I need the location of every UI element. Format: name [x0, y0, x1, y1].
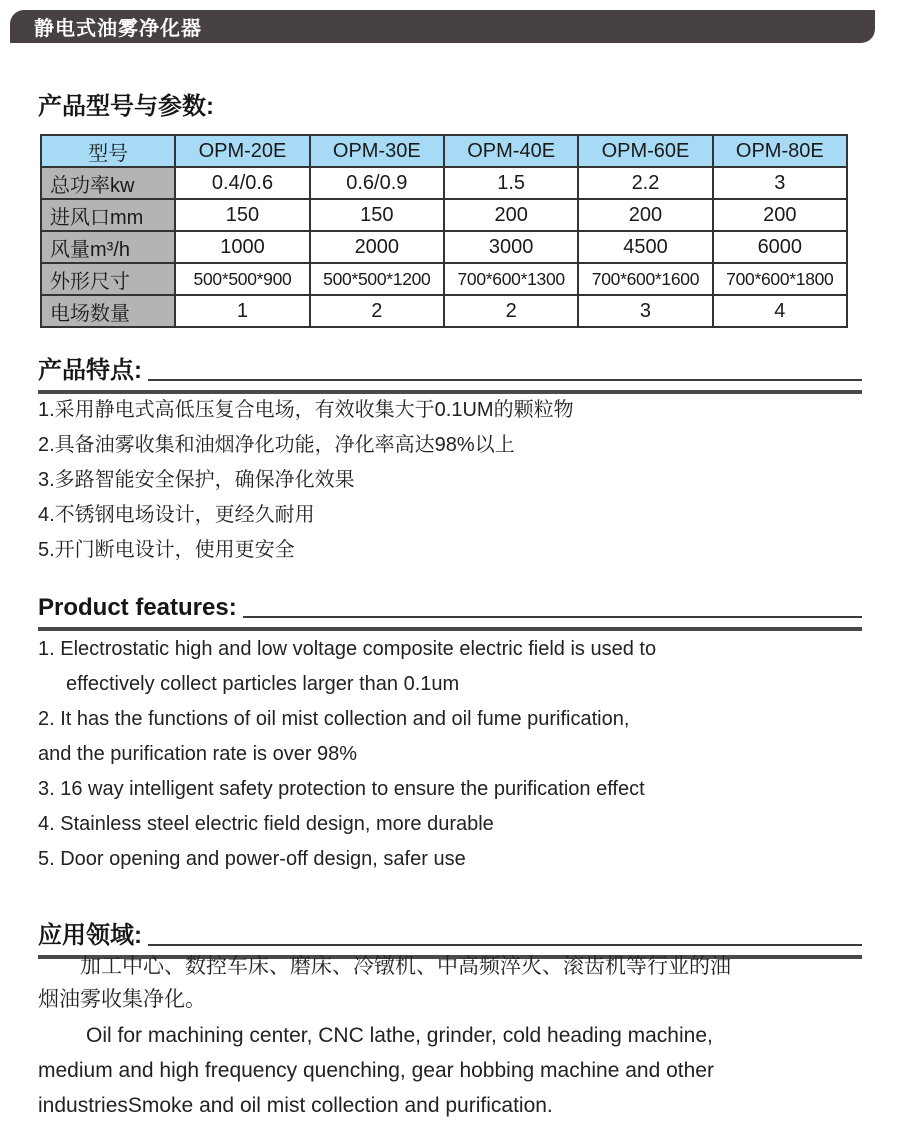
list-item: 5.开门断电设计，使用更安全 — [38, 539, 295, 561]
list-item: 2.具备油雾收集和油烟净化功能，净化率高达98%以上 — [38, 434, 515, 456]
table-cell: 200 — [578, 199, 712, 231]
features-en-list — [38, 632, 656, 877]
column-header: OPM-40E — [444, 135, 578, 167]
paragraph-line: Oil for machining center, CNC lathe, grinder, cold heading machine, — [86, 1024, 713, 1047]
paragraph-line: industriesSmoke and oil mist collection and purification. — [38, 1094, 553, 1117]
table-cell: 150 — [175, 199, 309, 231]
features-cn-heading: 产品特点: — [38, 357, 142, 384]
table-cell: 700*600*1800 — [713, 263, 847, 295]
table-cell: 4500 — [578, 231, 712, 263]
table-cell: 500*500*1200 — [310, 263, 444, 295]
features-en-heading: Product features: — [38, 594, 237, 621]
table-row — [41, 167, 847, 199]
paragraph-line: 加工中心、数控车床、磨床、冷镦机、中高频淬火、滚齿机等行业的油 — [80, 955, 731, 978]
row-label: 进风口mm — [41, 199, 175, 231]
column-header: OPM-20E — [175, 135, 309, 167]
list-item: 1. Electrostatic high and low voltage composite electric field is used to — [38, 638, 657, 660]
row-label: 总功率kw — [41, 167, 175, 199]
heading-baseline-rule — [243, 616, 862, 618]
specs-table — [40, 134, 848, 328]
table-cell: 3 — [578, 295, 712, 327]
table-cell: 1.5 — [444, 167, 578, 199]
row-label: 外形尺寸 — [41, 263, 175, 295]
table-cell: 200 — [713, 199, 847, 231]
application-heading: 应用领域: — [38, 922, 142, 949]
table-cell: 1 — [175, 295, 309, 327]
table-cell: 700*600*1300 — [444, 263, 578, 295]
paragraph-line: 烟油雾收集净化。 — [38, 988, 206, 1011]
list-item: 3. 16 way intelligent safety protection to ensure the purification effect — [38, 778, 645, 800]
list-item: 1.采用静电式高低压复合电场，有效收集大于0.1UM的颗粒物 — [38, 399, 574, 421]
table-cell: 3 — [713, 167, 847, 199]
table-row — [41, 295, 847, 327]
table-cell: 3000 — [444, 231, 578, 263]
table-cell: 2000 — [310, 231, 444, 263]
list-item: and the purification rate is over 98% — [38, 743, 358, 765]
heading-thick-rule — [38, 627, 862, 631]
column-header: 型号 — [41, 135, 175, 167]
features-cn-list — [38, 393, 574, 568]
list-item: effectively collect particles larger than 0.1um — [66, 673, 460, 695]
table-cell: 700*600*1600 — [578, 263, 712, 295]
application-text-en — [38, 1018, 714, 1123]
table-cell: 150 — [310, 199, 444, 231]
table-cell: 1000 — [175, 231, 309, 263]
table-row — [41, 199, 847, 231]
column-header: OPM-30E — [310, 135, 444, 167]
list-item: 5. Door opening and power-off design, safer use — [38, 848, 466, 870]
table-cell: 2 — [310, 295, 444, 327]
table-cell: 4 — [713, 295, 847, 327]
heading-baseline-rule — [148, 379, 862, 381]
paragraph-line: medium and high frequency quenching, gear hobbing machine and other — [38, 1059, 714, 1082]
features-en-heading-block — [38, 594, 862, 631]
table-cell: 0.4/0.6 — [175, 167, 309, 199]
features-cn-heading-block — [38, 350, 862, 394]
list-item: 4. Stainless steel electric field design, more durable — [38, 813, 494, 835]
table-cell: 200 — [444, 199, 578, 231]
table-row — [41, 263, 847, 295]
column-header: OPM-80E — [713, 135, 847, 167]
page-title-bar — [10, 10, 875, 43]
column-header: OPM-60E — [578, 135, 712, 167]
row-label: 电场数量 — [41, 295, 175, 327]
heading-baseline-rule — [148, 944, 862, 946]
row-label: 风量m³/h — [41, 231, 175, 263]
table-cell: 2.2 — [578, 167, 712, 199]
specs-section-heading: 产品型号与参数: — [38, 93, 214, 120]
table-cell: 500*500*900 — [175, 263, 309, 295]
list-item: 3.多路智能安全保护，确保净化效果 — [38, 469, 355, 491]
application-text-cn — [38, 950, 731, 1016]
list-item: 2. It has the functions of oil mist collection and oil fume purification, — [38, 708, 630, 730]
page-title: 静电式油雾净化器 — [34, 18, 202, 40]
table-cell: 6000 — [713, 231, 847, 263]
table-header-row — [41, 135, 847, 167]
table-cell: 2 — [444, 295, 578, 327]
table-cell: 0.6/0.9 — [310, 167, 444, 199]
list-item: 4.不锈钢电场设计，更经久耐用 — [38, 504, 315, 526]
table-row — [41, 231, 847, 263]
